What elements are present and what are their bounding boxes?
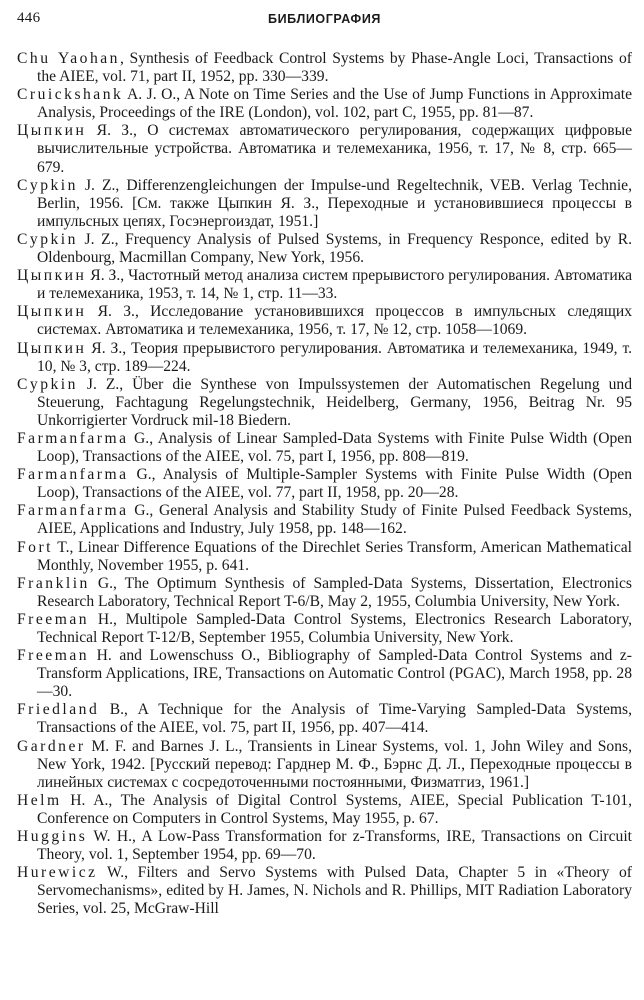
bibliography-entry: [17, 575, 632, 611]
bibliography-entry: [17, 611, 632, 647]
entry-citation: H. A., The Analysis of Digital Control Systems, AIEE, Special Publication T-101, Conference on Computers in Control Systems, May 1955, p. 67.: [37, 791, 632, 827]
entry-author: Helm: [17, 791, 62, 809]
entry-author: Freeman: [17, 647, 90, 665]
entry-citation: Я. З., О системах автоматического регулирования, содержащих цифровые вычислительные устройства. Автоматика и телемеханика, 1956, т. 17, № 8, стр. 665—679.: [37, 122, 632, 176]
entry-citation: W., Filters and Servo Systems with Pulsed Data, Chapter 5 in «Theory of Servomechanisms», edited by H. James, N. Nichols and R. Phillips, MIT Radiation Laboratory Series, vol. 25, McGraw-Hill: [37, 864, 632, 918]
bibliography-entry: [17, 267, 632, 303]
bibliography-entry: [17, 864, 632, 918]
entry-citation: Я. З., Частотный метод анализа систем прерывистого регулирования. Автоматика и телемеханика, 1953, т. 14, № 1, стр. 11—33.: [37, 267, 632, 303]
entry-citation: G., General Analysis and Stability Study of Finite Pulsed Feedback Systems, AIEE, Applications and Industry, July 1958, pp. 148—162.: [37, 502, 632, 538]
entry-citation: G., The Optimum Synthesis of Sampled-Data Systems, Dissertation, Electronics Research Laboratory, Technical Report T-6/B, May 2, 1955, Columbia University, New York.: [37, 574, 632, 610]
bibliography-entry: [17, 231, 632, 267]
bibliography-entry: [17, 50, 632, 86]
entry-author: Friedland: [17, 701, 100, 719]
entry-citation: J. Z., Differenzengleichungen der Impulse-und Regeltechnik, VEB. Verlag Technie, Berlin, 1956. [См. также Цыпкин Я. З., Переходные и установившиеся процессы в импульсных цепях, Госэнергоиздат, 1951.]: [37, 176, 632, 230]
entry-author: Cypkin: [17, 230, 78, 248]
bibliography-entry: [17, 340, 632, 376]
entry-citation: H., Multipole Sampled-Data Control Systems, Electronics Research Laboratory, Technical Report T-12/B, September 1955, Columbia University, New York.: [37, 610, 632, 646]
entry-citation: A. J. O., A Note on Time Series and the Use of Jump Functions in Approximate Analysis, Proceedings of the IRE (London), vol. 102, part C, 1955, pp. 81—87.: [37, 86, 632, 122]
entry-citation: M. F. and Barnes J. L., Transients in Linear Systems, vol. 1, John Wiley and Sons, New York, 1942. [Русский перевод: Гарднер М. Ф., Бэрнс Д. Л., Переходные процессы в линейных системах с сосредоточенными постоянными, Физматгиз, 1961.]: [37, 737, 632, 791]
entry-author: Franklin: [17, 574, 90, 592]
bibliography-entry: [17, 792, 632, 828]
bibliography-entry: [17, 539, 632, 575]
bibliography-entry: [17, 828, 632, 864]
page-number: 446: [17, 10, 41, 26]
bibliography-entry: [17, 647, 632, 701]
entry-author: Цыпкин: [17, 267, 87, 285]
bibliography-entry: [17, 466, 632, 502]
bibliography-entry: [17, 430, 632, 466]
entry-citation: , Synthesis of Feedback Control Systems by Phase-Angle Loci, Transactions of the AIEE, vol. 71, part II, 1952, pp. 330—339.: [37, 50, 632, 86]
entry-author: Цыпкин: [17, 339, 87, 357]
bibliography-entry: [17, 303, 632, 339]
entry-author: Gardner: [17, 737, 86, 755]
entry-author: Huggins: [17, 828, 88, 846]
entry-author: Chu Yaohan: [17, 50, 120, 67]
entry-citation: B., A Technique for the Analysis of Time-Varying Sampled-Data Systems, Transactions of the AIEE, vol. 75, part II, 1956, pp. 407—414.: [37, 701, 632, 737]
bibliography-entry: [17, 701, 632, 737]
entry-author: Cruickshank: [17, 86, 124, 104]
entry-citation: H. and Lowenschuss O., Bibliography of Sampled-Data Control Systems and z-Transform Applications, IRE, Transactions on Automatic Control (PGAC), March 1958, pp. 28—30.: [37, 647, 632, 701]
bibliography-entry: [17, 376, 632, 430]
entry-author: Farmanfarma: [17, 502, 129, 520]
bibliography-entry: [17, 122, 632, 176]
entry-citation: J. Z., Über die Synthese von Impulssystemen der Automatischen Regelung und Steuerung, Fachtagung Regelungstechnik, Heidelberg, Germany, 1956, Beitrag Nr. 95 Unkorrigierter Vordruck mil-18 Biedern.: [37, 375, 632, 429]
bibliography-entry: [17, 177, 632, 231]
bibliography-list: [17, 50, 632, 919]
bibliography-entry: [17, 86, 632, 122]
entry-citation: Я. З., Исследование установившихся процессов в импульсных следящих системах. Автоматика и телемеханика, 1956, т. 17, № 12, стр. 1058—1069.: [37, 303, 632, 339]
running-head: БИБЛИОГРАФИЯ: [268, 12, 381, 26]
bibliography-entry: [17, 738, 632, 792]
entry-citation: G., Analysis of Linear Sampled-Data Systems with Finite Pulse Width (Open Loop), Transactions of the AIEE, vol. 75, part I, 1956, pp. 808—819.: [37, 429, 632, 466]
entry-author: Fort: [17, 538, 53, 556]
entry-author: Freeman: [17, 610, 90, 628]
entry-citation: T., Linear Difference Equations of the Direchlet Series Transform, American Mathematical Monthly, November 1955, p. 641.: [37, 538, 632, 574]
entry-citation: J. Z., Frequency Analysis of Pulsed Systems, in Frequency Responce, edited by R. Oldenbourg, Macmillan Company, New York, 1956.: [37, 230, 632, 267]
entry-author: Farmanfarma: [17, 466, 129, 484]
entry-author: Hurewicz: [17, 864, 98, 882]
entry-citation: Я. З., Теория прерывистого регулирования. Автоматика и телемеханика, 1949, т. 10, № 3, стр. 189—224.: [37, 339, 632, 375]
entry-author: Cypkin: [17, 176, 78, 194]
entry-author: Цыпкин: [17, 122, 87, 140]
entry-author: Цыпкин: [17, 303, 87, 321]
bibliography-entry: [17, 502, 632, 538]
entry-author: Cypkin: [17, 375, 78, 393]
page-header: [17, 10, 632, 32]
entry-citation: W. H., A Low-Pass Transformation for z-Transforms, IRE, Transactions on Circuit Theory, vol. 1, September 1954, pp. 69—70.: [37, 828, 632, 864]
entry-author: Farmanfarma: [17, 429, 129, 447]
entry-citation: G., Analysis of Multiple-Sampler Systems with Finite Pulse Width (Open Loop), Transactions of the AIEE, vol. 77, part II, 1958, pp. 20—28.: [37, 466, 632, 502]
